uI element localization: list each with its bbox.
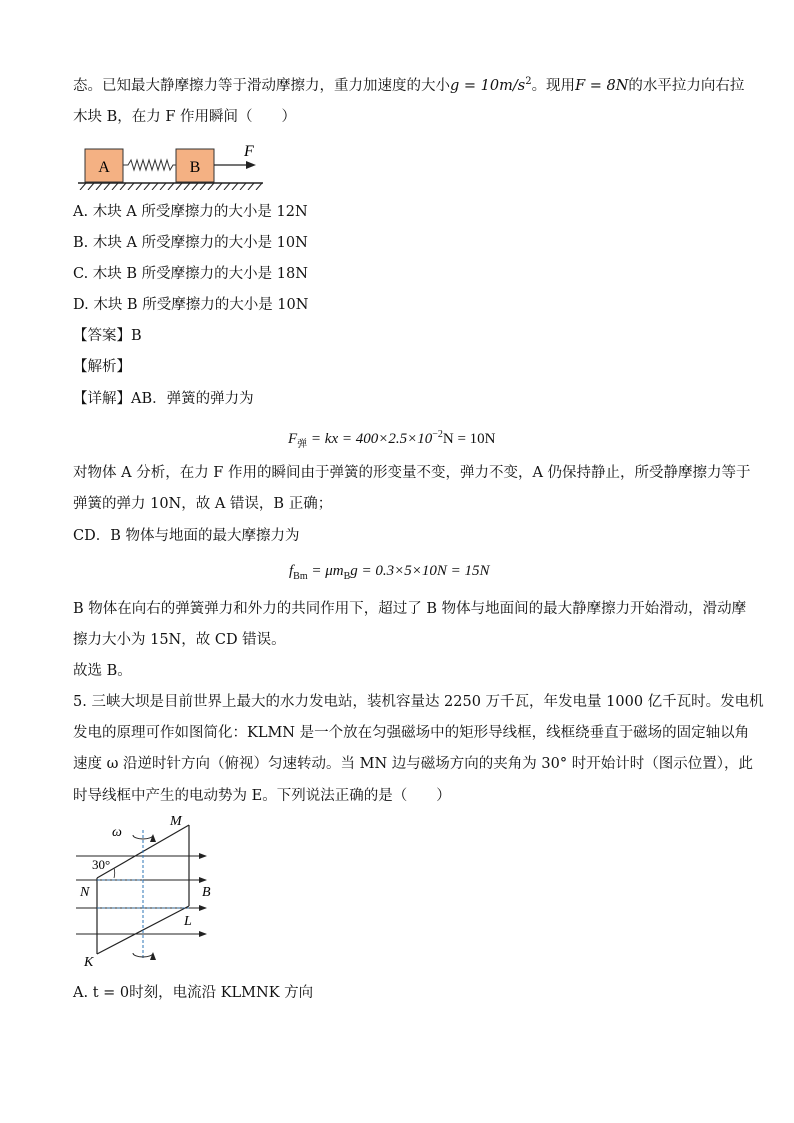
- block-b-label: B: [189, 159, 201, 176]
- eq2-subscript: Bm: [293, 571, 308, 582]
- paragraph-3-line-2: 擦力大小为 15N，故 CD 错误。: [73, 632, 286, 648]
- vertex-m-label: M: [170, 814, 182, 829]
- eq2-symbol: f: [289, 563, 294, 579]
- vertex-n-label: N: [80, 885, 90, 900]
- eq2-mid: = μm: [307, 563, 344, 579]
- eq2-rhs: g = 0.3×5×10N = 15N: [350, 563, 490, 579]
- force-arrowhead: [246, 161, 256, 169]
- q4-stem-text: 态。已知最大静摩擦力等于滑动摩擦力，重力加速度的大小: [73, 78, 450, 94]
- paragraph-1-line-1: 对物体 A 分析，在力 F 作用的瞬间由于弹簧的形变量不变，弹力不变，A 仍保持静止，所受静摩擦力等于: [73, 465, 751, 481]
- paragraph-3-line-1: B 物体在向右的弹簧弹力和外力的共同作用下，超过了 B 物体与地面间的最大静摩擦力开始滑动，滑动摩: [73, 601, 747, 617]
- analysis-heading: 【解析】: [73, 359, 131, 375]
- rotating-coil-figure: [74, 810, 224, 970]
- q5-stem-line-1: 5. 三峡大坝是目前世界上最大的水力发电站，装机容量达 2250 万千瓦，年发电量 1000 亿千瓦时。发电机: [73, 694, 764, 710]
- force-value: F = 8N: [575, 78, 629, 94]
- paragraph-1-line-2: 弹簧的弹力 10N，故 A 错误，B 正确；: [73, 496, 333, 512]
- max-friction-equation: [289, 561, 490, 587]
- eq1-tail: N = 10N: [442, 431, 496, 447]
- detail-line-1: 【详解】AB．弹簧的弹力为: [73, 391, 254, 407]
- omega-label: ω: [112, 825, 122, 840]
- eq1-exponent: −2: [432, 429, 443, 440]
- hidden-dashed-edges: [97, 880, 189, 908]
- angle-arc: [114, 868, 115, 878]
- eq1-subscript: 弹: [297, 439, 308, 450]
- option-a: A. 木块 A 所受摩擦力的大小是 12N: [73, 204, 308, 220]
- vertex-k-label: K: [84, 955, 94, 970]
- answer-line: 【答案】B: [73, 328, 142, 344]
- q5-stem-line-3: 速度 ω 沿逆时针方向（俯视）匀速转动。当 MN 边与磁场方向的夹角为 30° 时开始计时（图示位置），此: [73, 756, 753, 772]
- block-a-label: A: [98, 159, 110, 176]
- q4-stem-text: 的水平拉力向右拉: [628, 78, 745, 94]
- option-c: C. 木块 B 所受摩擦力的大小是 18N: [73, 266, 308, 282]
- option-d: D. 木块 B 所受摩擦力的大小是 10N: [73, 297, 309, 313]
- coil-frame: [97, 825, 189, 954]
- q4-stem-line-2: 木块 B，在力 F 作用瞬间（ ）: [73, 109, 297, 125]
- eq1-symbol: F: [288, 431, 298, 447]
- spring-blocks-figure: [78, 140, 268, 190]
- q5-stem-line-2: 发电的原理可作如图简化：KLMN 是一个放在匀强磁场中的矩形导线框，线框绕垂直于磁场的固定轴以角: [73, 725, 750, 741]
- ground-hatching: [80, 183, 262, 190]
- field-b-label: B: [202, 885, 211, 900]
- q4-stem-line-1: [73, 72, 744, 96]
- option-b: B. 木块 A 所受摩擦力的大小是 10N: [73, 235, 308, 251]
- q5-stem-line-4: 时导线框中产生的电动势为 E。下列说法正确的是（ ）: [73, 788, 451, 804]
- force-label: F: [244, 143, 254, 160]
- gravity-value: g = 10m/s: [450, 78, 526, 94]
- spring: [123, 160, 176, 170]
- eq2-subscript-2: B: [343, 571, 351, 582]
- eq1-rhs: = kx = 400×2.5×10: [307, 431, 433, 447]
- q4-stem-text: 。现用: [531, 78, 576, 94]
- conclusion: 故选 B。: [73, 663, 132, 679]
- paragraph-2: CD．B 物体与地面的最大摩擦力为: [73, 528, 300, 544]
- angle-label: 30°: [92, 857, 111, 872]
- spring-force-equation: [288, 425, 496, 455]
- vertex-l-label: L: [184, 914, 192, 929]
- gravity-exponent: 2: [525, 76, 532, 87]
- q5-option-a: A. t = 0时刻，电流沿 KLMNK 方向: [73, 985, 314, 1001]
